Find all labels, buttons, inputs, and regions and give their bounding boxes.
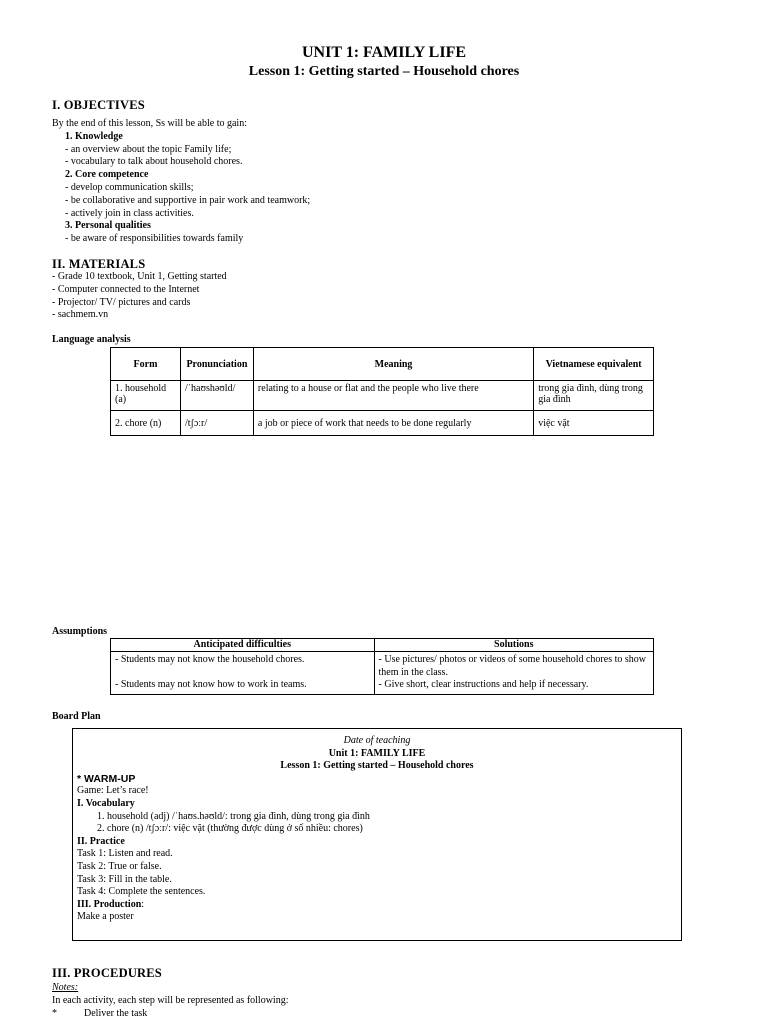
table-header-row [111,639,654,652]
column-header: Form [111,348,181,381]
pronunciation-cell: /ˈhaʊshəʊld/ [180,381,253,411]
core-item: - actively join in class activities. [65,207,194,219]
notes-text: In each activity, each step will be represented as following: [52,994,289,1006]
pronunciation-cell: /tʃɔːr/ [180,411,253,436]
column-header: Pronunciation [180,348,253,381]
board-plan-box [72,728,682,941]
assumptions-table [110,638,654,695]
core-heading: 2. Core competence [65,169,149,181]
lesson-title: Lesson 1: Getting started – Household chores [248,64,520,79]
table-row [111,381,654,411]
table-header-row [111,348,654,381]
board-lesson: Lesson 1: Getting started – Household chores [280,760,474,772]
board-vocab-item: 2. chore (n) /tʃɔːr/: việc vặt (thường được dùng ở số nhiều: chores) [97,823,363,835]
board-date: Date of teaching [343,735,411,746]
knowledge-item: - an overview about the topic Family life; [65,143,232,155]
vietnamese-cell: trong gia đình, dùng trong gia đình [534,381,654,411]
solutions-cell [374,652,653,695]
objectives-intro: By the end of this lesson, Ss will be able to gain: [52,118,247,129]
unit-title: UNIT 1: FAMILY LIFE [301,44,467,61]
board-task: Task 4: Complete the sentences. [77,886,206,898]
vietnamese-cell: việc vặt [534,411,654,436]
difficulties-cell [111,652,375,695]
form-cell: 2. chore (n) [111,411,181,436]
knowledge-heading: 1. Knowledge [65,130,123,142]
column-header: Meaning [253,348,533,381]
personal-heading: 3. Personal qualities [65,220,151,232]
knowledge-item: - vocabulary to talk about household chores. [65,156,243,168]
difficulty-item: - Students may not know the household chores. [115,654,305,665]
materials-item: - Grade 10 textbook, Unit 1, Getting started [52,271,227,282]
materials-item: - Projector/ TV/ pictures and cards [52,296,191,308]
procedures-notes [52,982,288,1020]
meaning-cell: relating to a house or flat and the people who live there [253,381,533,411]
board-plan-heading: Board Plan [52,711,101,722]
step-bullet: * [52,1007,57,1019]
board-practice-heading: II. Practice [77,835,125,847]
column-header: Anticipated difficulties [111,639,375,652]
core-item: - develop communication skills; [65,181,194,193]
board-task: Task 3: Fill in the table. [77,873,172,885]
language-analysis-table [110,347,654,436]
core-item: - be collaborative and supportive in pair work and teamwork; [65,194,311,206]
step-label: Deliver the task [84,1007,148,1019]
table-row [111,652,654,695]
board-production-heading: III. Production [77,898,142,910]
personal-item: - be aware of responsibilities towards family [65,233,244,245]
board-unit: Unit 1: FAMILY LIFE [328,747,426,759]
notes-label: Notes: [52,982,79,993]
assumptions-heading: Assumptions [52,626,108,637]
column-header: Vietnamese equivalent [534,348,654,381]
materials-heading: II. MATERIALS [52,257,146,271]
form-cell: 1. household (a) [111,381,181,411]
board-production-colon: : [141,898,145,910]
column-header: Solutions [374,639,653,652]
board-vocab-heading: I. Vocabulary [77,797,135,809]
board-warmup-game: Game: Let’s race! [77,785,149,797]
meaning-cell: a job or piece of work that needs to be done regularly [253,411,533,436]
materials-item: - Computer connected to the Internet [52,283,200,295]
materials-item: - sachmem.vn [52,309,109,321]
board-warmup-heading: * WARM-UP [77,772,136,785]
objectives-heading: I. OBJECTIVES [52,98,145,112]
difficulty-item: - Students may not know how to work in teams. [115,679,307,690]
solution-item: - Give short, clear instructions and help if necessary. [378,679,589,690]
board-production-item: Make a poster [77,911,134,923]
board-vocab-item: 1. household (adj) /ˈhaʊs.həʊld/: trong gia đình, dùng trong gia đình [97,810,370,822]
objectives-body [52,118,310,246]
board-production-line [77,899,677,912]
language-analysis-heading: Language analysis [52,334,131,345]
materials-list [52,271,227,322]
procedure-step [52,1008,288,1021]
board-task: Task 1: Listen and read. [77,848,173,860]
board-task: Task 2: True or false. [77,860,162,872]
procedures-heading: III. PROCEDURES [52,966,162,980]
solution-item: - Use pictures/ photos or videos of some household chores to show them in the class. [378,654,646,678]
table-row [111,411,654,436]
